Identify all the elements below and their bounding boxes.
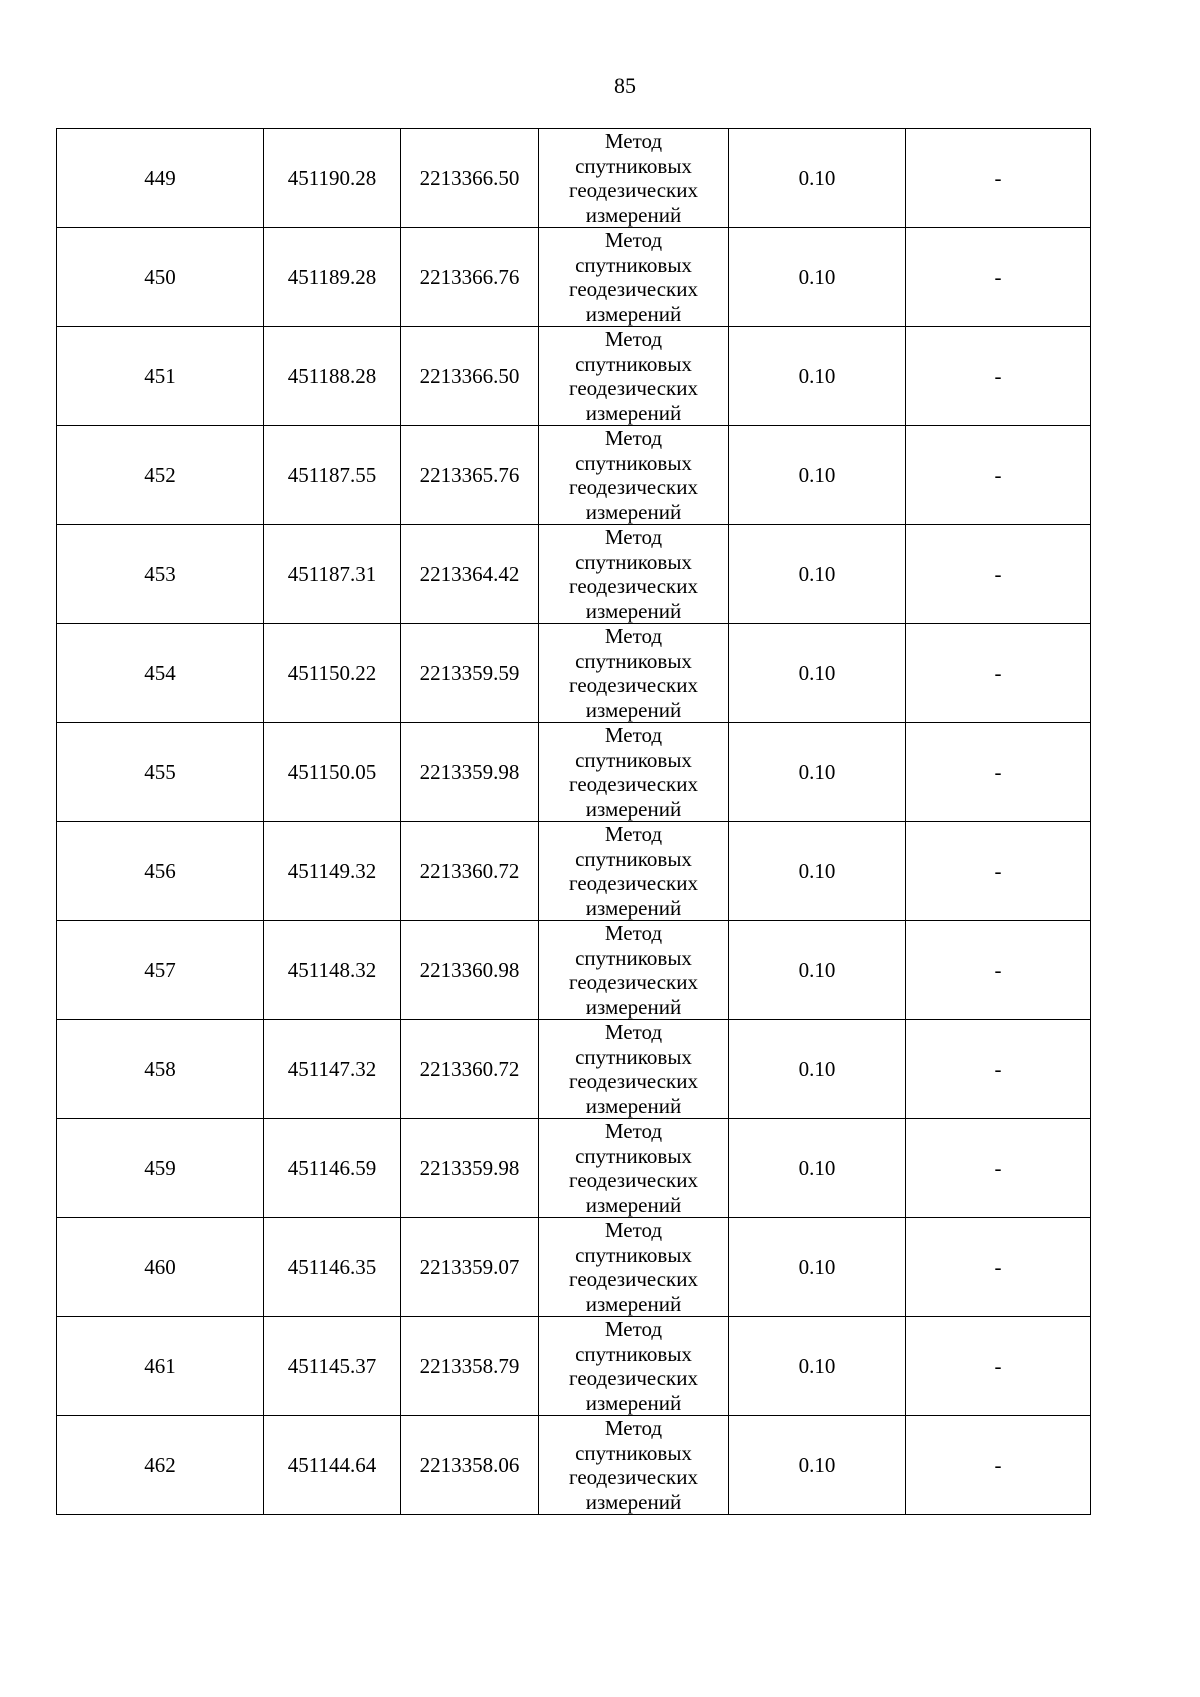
y-coordinate-cell: 2213358.06 [401,1416,539,1515]
point-number-cell: 456 [57,822,264,921]
x-coordinate-cell: 451187.31 [264,525,401,624]
y-coordinate-cell: 2213360.72 [401,1020,539,1119]
method-cell [539,327,729,426]
table-row [57,1416,1091,1515]
method-cell [539,723,729,822]
accuracy-cell: 0.10 [729,426,906,525]
point-number-cell: 450 [57,228,264,327]
method-text-line: измерений [585,895,682,920]
method-text-line: Метод [604,921,663,945]
method-text-line: геодезических [568,1069,698,1093]
x-coordinate-cell: 451190.28 [264,129,401,228]
accuracy-cell: 0.10 [729,1317,906,1416]
table-row [57,426,1091,525]
method-text-line: Метод [604,327,663,351]
x-coordinate-cell: 451147.32 [264,1020,401,1119]
method-text-line: измерений [585,1192,682,1217]
method-text-line: измерений [585,796,682,821]
note-cell: - [906,624,1091,723]
table-row [57,822,1091,921]
method-text-line: Метод [604,723,663,747]
point-number-cell: 458 [57,1020,264,1119]
method-text-line: Метод [604,822,663,846]
method-text-line: спутниковых [575,1044,692,1069]
method-text-line: геодезических [568,970,698,994]
x-coordinate-cell: 451144.64 [264,1416,401,1515]
note-cell: - [906,921,1091,1020]
note-cell: - [906,1416,1091,1515]
y-coordinate-cell: 2213366.76 [401,228,539,327]
table-row [57,723,1091,822]
method-text-line: Метод [604,426,663,450]
method-text-line: спутниковых [575,648,692,673]
point-number-cell: 460 [57,1218,264,1317]
method-cell [539,525,729,624]
method-text-line: измерений [585,1093,682,1118]
method-text-line: спутниковых [575,846,692,871]
table-row [57,1218,1091,1317]
x-coordinate-cell: 451146.59 [264,1119,401,1218]
coordinates-table [56,128,1091,1515]
point-number-cell: 452 [57,426,264,525]
method-text-line: измерений [585,1390,682,1415]
point-number-cell: 457 [57,921,264,1020]
note-cell: - [906,327,1091,426]
method-text-line: измерений [585,499,682,524]
y-coordinate-cell: 2213360.98 [401,921,539,1020]
method-cell [539,129,729,228]
x-coordinate-cell: 451148.32 [264,921,401,1020]
table-row [57,624,1091,723]
point-number-cell: 454 [57,624,264,723]
method-cell [539,822,729,921]
accuracy-cell: 0.10 [729,822,906,921]
x-coordinate-cell: 451187.55 [264,426,401,525]
method-text-line: геодезических [568,475,698,499]
method-text-line: геодезических [568,1267,698,1291]
method-text-line: геодезических [568,1465,698,1489]
method-text-line: спутниковых [575,1341,692,1366]
note-cell: - [906,1317,1091,1416]
method-cell [539,228,729,327]
y-coordinate-cell: 2213364.42 [401,525,539,624]
accuracy-cell: 0.10 [729,1020,906,1119]
x-coordinate-cell: 451189.28 [264,228,401,327]
method-text-line: геодезических [568,1366,698,1390]
table-row [57,525,1091,624]
table-row [57,327,1091,426]
y-coordinate-cell: 2213358.79 [401,1317,539,1416]
method-text-line: спутниковых [575,252,692,277]
table-row [57,1020,1091,1119]
accuracy-cell: 0.10 [729,723,906,822]
y-coordinate-cell: 2213359.98 [401,1119,539,1218]
accuracy-cell: 0.10 [729,525,906,624]
table-row [57,921,1091,1020]
accuracy-cell: 0.10 [729,1119,906,1218]
note-cell: - [906,426,1091,525]
method-text-line: Метод [604,129,663,153]
table-row [57,1317,1091,1416]
method-text-line: измерений [585,697,682,722]
method-text-line: геодезических [568,277,698,301]
method-text-line: измерений [585,202,682,227]
method-text-line: измерений [585,400,682,425]
method-text-line: геодезических [568,1168,698,1192]
method-text-line: Метод [604,1416,663,1440]
accuracy-cell: 0.10 [729,327,906,426]
method-cell [539,1119,729,1218]
point-number-cell: 459 [57,1119,264,1218]
method-text-line: геодезических [568,178,698,202]
accuracy-cell: 0.10 [729,624,906,723]
method-text-line: Метод [604,228,663,252]
method-text-line: геодезических [568,376,698,400]
note-cell: - [906,822,1091,921]
y-coordinate-cell: 2213366.50 [401,129,539,228]
note-cell: - [906,525,1091,624]
method-text-line: спутниковых [575,945,692,970]
method-text-line: спутниковых [575,1143,692,1168]
note-cell: - [906,228,1091,327]
accuracy-cell: 0.10 [729,1416,906,1515]
method-text-line: Метод [604,525,663,549]
method-cell [539,1416,729,1515]
y-coordinate-cell: 2213359.59 [401,624,539,723]
method-text-line: геодезических [568,871,698,895]
x-coordinate-cell: 451150.05 [264,723,401,822]
method-cell [539,1317,729,1416]
y-coordinate-cell: 2213359.07 [401,1218,539,1317]
method-cell [539,921,729,1020]
method-text-line: Метод [604,1317,663,1341]
method-text-line: спутниковых [575,1440,692,1465]
point-number-cell: 455 [57,723,264,822]
note-cell: - [906,723,1091,822]
x-coordinate-cell: 451188.28 [264,327,401,426]
coordinates-table-body [57,129,1091,1515]
page-number: 85 [614,73,636,98]
method-text-line: спутниковых [575,351,692,376]
method-text-line: измерений [585,598,682,623]
method-cell [539,1020,729,1119]
method-text-line: Метод [604,1020,663,1044]
table-row [57,228,1091,327]
table-row [57,129,1091,228]
y-coordinate-cell: 2213365.76 [401,426,539,525]
method-cell [539,624,729,723]
y-coordinate-cell: 2213360.72 [401,822,539,921]
method-text-line: спутниковых [575,153,692,178]
note-cell: - [906,1020,1091,1119]
x-coordinate-cell: 451145.37 [264,1317,401,1416]
method-text-line: измерений [585,1291,682,1316]
y-coordinate-cell: 2213359.98 [401,723,539,822]
x-coordinate-cell: 451149.32 [264,822,401,921]
method-text-line: Метод [604,1218,663,1242]
point-number-cell: 461 [57,1317,264,1416]
method-text-line: геодезических [568,772,698,796]
note-cell: - [906,1218,1091,1317]
method-text-line: геодезических [568,673,698,697]
point-number-cell: 449 [57,129,264,228]
note-cell: - [906,1119,1091,1218]
point-number-cell: 453 [57,525,264,624]
x-coordinate-cell: 451146.35 [264,1218,401,1317]
method-cell [539,1218,729,1317]
accuracy-cell: 0.10 [729,1218,906,1317]
method-text-line: измерений [585,1489,682,1514]
method-text-line: измерений [585,994,682,1019]
x-coordinate-cell: 451150.22 [264,624,401,723]
method-text-line: спутниковых [575,747,692,772]
method-text-line: спутниковых [575,549,692,574]
point-number-cell: 462 [57,1416,264,1515]
y-coordinate-cell: 2213366.50 [401,327,539,426]
method-text-line: измерений [585,301,682,326]
method-text-line: спутниковых [575,1242,692,1267]
accuracy-cell: 0.10 [729,129,906,228]
point-number-cell: 451 [57,327,264,426]
accuracy-cell: 0.10 [729,921,906,1020]
accuracy-cell: 0.10 [729,228,906,327]
table-row [57,1119,1091,1218]
method-text-line: Метод [604,624,663,648]
method-text-line: геодезических [568,574,698,598]
method-cell [539,426,729,525]
method-text-line: спутниковых [575,450,692,475]
method-text-line: Метод [604,1119,663,1143]
note-cell: - [906,129,1091,228]
